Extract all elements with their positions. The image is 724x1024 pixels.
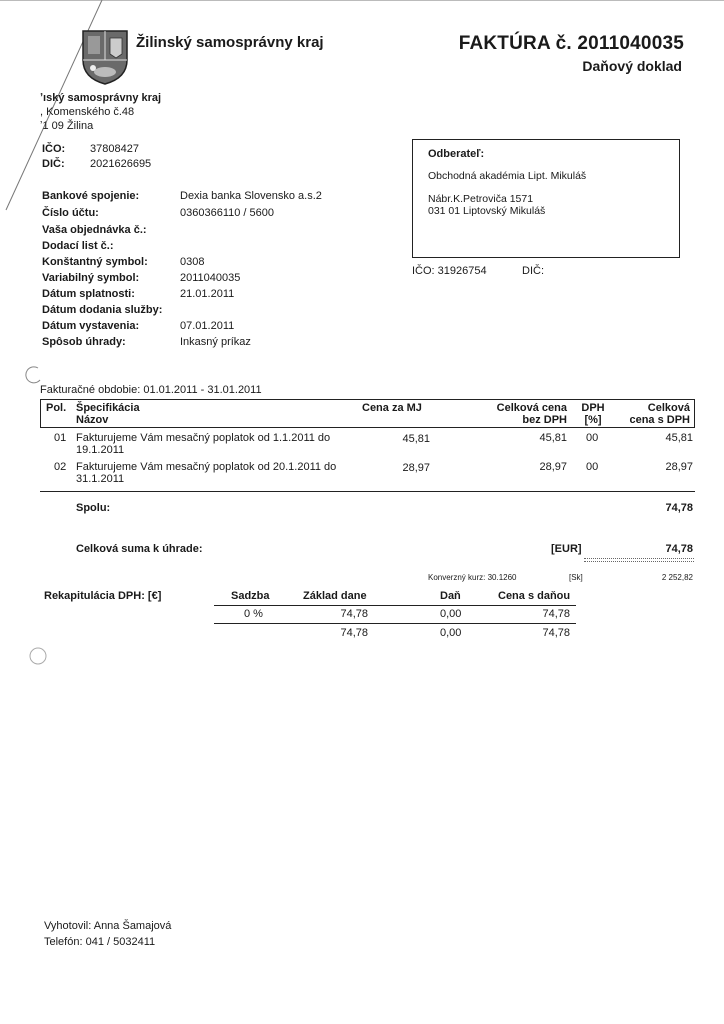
phone-number: Telefón: 041 / 5032411 xyxy=(44,936,156,948)
vat-row-base: 74,78 xyxy=(340,608,368,620)
issuer-address-city: ʼ1 09 Žilina xyxy=(40,120,94,132)
table-left-border xyxy=(40,399,41,427)
punch-hole-mark-top xyxy=(24,366,44,386)
row-unit-price: 45,81 xyxy=(402,433,430,445)
col-header-total-excl: Celková cena xyxy=(496,402,567,414)
vat-total-with-tax: 74,78 xyxy=(542,627,570,639)
sk-currency-label: [Sk] xyxy=(569,573,583,582)
table-right-border xyxy=(694,399,695,427)
issuer-name: Žilinský samosprávny kraj xyxy=(136,34,324,51)
col-header-name: Názov xyxy=(76,414,109,426)
vat-total-tax: 0,00 xyxy=(440,627,462,639)
amount-due-underline xyxy=(584,558,694,559)
sk-amount: 2 252,82 xyxy=(661,573,693,582)
row-total-incl: 28,97 xyxy=(665,461,693,473)
vat-col-with-tax: Cena s daňou xyxy=(498,590,571,602)
table-top-border xyxy=(40,399,695,400)
row-desc-cont: 31.1.2011 xyxy=(76,473,125,485)
vat-recap-label: Rekapitulácia DPH: [€] xyxy=(44,590,162,602)
detail-value: Dexia banka Slovensko a.s.2 xyxy=(180,190,322,202)
amount-due-underline-2 xyxy=(584,561,694,562)
ico-label: IČO: xyxy=(42,143,66,155)
row-vat: 00 xyxy=(586,461,599,473)
detail-label: Konštantný symbol: xyxy=(42,256,148,268)
row-desc-cont: 19.1.2011 xyxy=(76,444,125,456)
row-total-excl: 45,81 xyxy=(539,432,567,444)
conversion-rate: Konverzný kurz: 30.1260 xyxy=(428,573,517,582)
row-pol: 01 xyxy=(54,432,67,444)
customer-name: Obchodná akadémia Lipt. Mikuláš xyxy=(428,170,587,182)
amount-due-value: 74,78 xyxy=(665,543,693,555)
vat-row-rate: 0 % xyxy=(244,608,263,620)
vat-header-line xyxy=(214,605,576,606)
detail-label: Spôsob úhrady: xyxy=(42,336,126,348)
table-bottom-border xyxy=(40,491,695,492)
row-vat: 00 xyxy=(586,432,599,444)
col-header-total-excl-sub: bez DPH xyxy=(522,414,567,426)
coat-of-arms-logo xyxy=(80,28,130,86)
detail-label: Dodací list č.: xyxy=(42,240,114,252)
col-header-spec: Špecifikácia xyxy=(76,402,140,414)
detail-value: 2011040035 xyxy=(180,272,241,284)
detail-value: Inkasný príkaz xyxy=(180,336,251,348)
detail-value: 07.01.2011 xyxy=(180,320,235,332)
col-header-total-incl-sub: cena s DPH xyxy=(629,414,690,426)
col-header-unit-price: Cena za MJ xyxy=(362,402,422,414)
detail-label: Dátum vystavenia: xyxy=(42,320,140,332)
issued-by: Vyhotovil: Anna Šamajová xyxy=(44,920,172,932)
vat-col-tax: Daň xyxy=(440,590,461,602)
vat-total-base: 74,78 xyxy=(340,627,368,639)
col-header-pol: Pol. xyxy=(46,402,67,414)
col-header-vat-unit: [%] xyxy=(584,414,602,426)
subtotal-value: 74,78 xyxy=(665,502,693,514)
row-pol: 02 xyxy=(54,461,67,473)
row-total-excl: 28,97 xyxy=(539,461,567,473)
invoice-subtitle: Daňový doklad xyxy=(582,58,682,74)
customer-ico: IČO: 31926754 xyxy=(412,265,487,277)
customer-box xyxy=(412,139,680,258)
col-header-vat: DPH xyxy=(581,402,605,414)
amount-due-currency: [EUR] xyxy=(551,543,582,555)
detail-value: 21.01.2011 xyxy=(180,288,235,300)
ico-value: 37808427 xyxy=(90,143,139,155)
row-desc: Fakturujeme Vám mesačný poplatok od 20.1.2011 do xyxy=(76,461,337,473)
col-header-total-incl: Celková xyxy=(647,402,690,414)
subtotal-label: Spolu: xyxy=(76,502,111,514)
dic-label: DIČ: xyxy=(42,158,65,170)
customer-label: Odberateľ: xyxy=(428,148,485,160)
issuer-address-name: ʼıský samosprávny kraj xyxy=(40,92,162,104)
detail-label: Dátum dodania služby: xyxy=(42,304,163,316)
detail-label: Bankové spojenie: xyxy=(42,190,140,202)
detail-label: Dátum splatnosti: xyxy=(42,288,135,300)
detail-label: Vaša objednávka č.: xyxy=(42,224,147,236)
customer-city: 031 01 Liptovský Mikuláš xyxy=(428,205,546,217)
row-desc: Fakturujeme Vám mesačný poplatok od 1.1.2011 do xyxy=(76,432,331,444)
vat-row-tax: 0,00 xyxy=(440,608,462,620)
customer-dic: DIČ: xyxy=(522,265,544,277)
amount-due-label: Celková suma k úhrade: xyxy=(76,543,203,555)
billing-period: Fakturačné obdobie: 01.01.2011 - 31.01.2011 xyxy=(40,384,262,396)
punch-hole-mark-bottom xyxy=(28,645,50,667)
detail-label: Číslo účtu: xyxy=(42,207,99,219)
vat-col-base: Základ dane xyxy=(303,590,367,602)
detail-label: Variabilný symbol: xyxy=(42,272,140,284)
dic-value: 2021626695 xyxy=(90,158,152,170)
vat-col-rate: Sadzba xyxy=(231,590,270,602)
invoice-title: FAKTÚRA č. 2011040035 xyxy=(458,33,684,54)
detail-value: 0308 xyxy=(180,256,205,268)
table-header-bottom xyxy=(40,427,695,428)
customer-street: Nábr.K.Petroviča 1571 xyxy=(428,193,534,205)
detail-value: 0360366110 / 5600 xyxy=(180,207,274,219)
vat-row-line xyxy=(214,623,576,624)
vat-row-with-tax: 74,78 xyxy=(542,608,570,620)
row-unit-price: 28,97 xyxy=(402,462,430,474)
issuer-address-street: , Komenského č.48 xyxy=(40,106,135,118)
row-total-incl: 45,81 xyxy=(665,432,693,444)
